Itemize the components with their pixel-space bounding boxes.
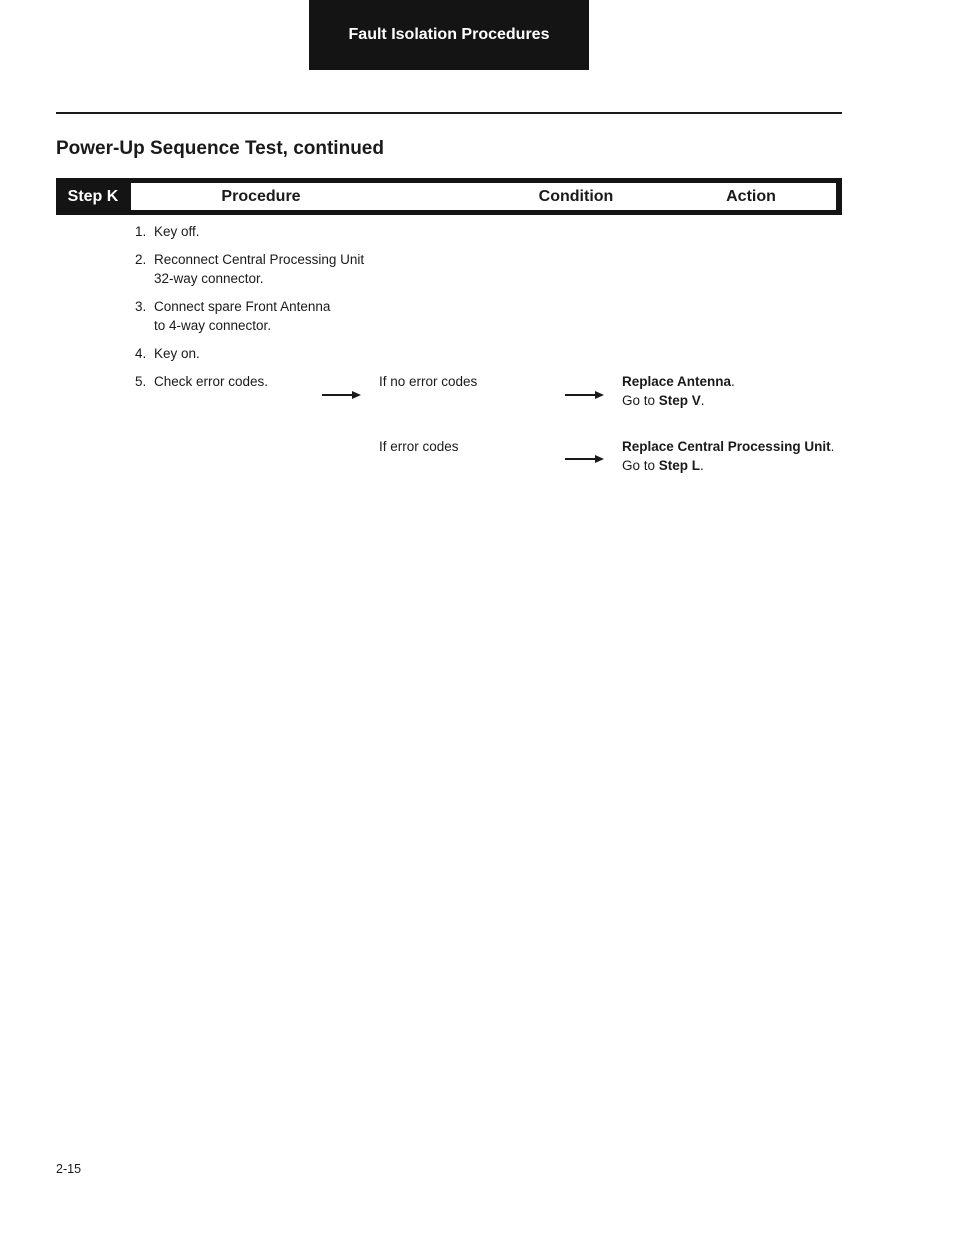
step-text [154, 297, 374, 335]
step-label: Step K [67, 187, 119, 205]
step-text-line: Key on. [154, 346, 200, 361]
goto-prefix: Go to [622, 458, 659, 473]
goto-step-link: Step L [658, 458, 701, 473]
right-arrow-icon [565, 389, 605, 401]
step-number: 1. [135, 224, 147, 239]
action-punct: . [731, 374, 735, 389]
column-header-action: Action [726, 188, 776, 205]
step-number: 5. [135, 374, 147, 389]
action-text [622, 372, 735, 410]
goto-punct: . [700, 393, 705, 408]
section-divider [56, 112, 842, 114]
condition-text: If error codes [379, 439, 459, 454]
right-arrow-icon [322, 389, 362, 401]
column-header-condition: Condition [538, 188, 614, 205]
action-replace: Replace Antenna [622, 374, 732, 389]
header-tab [309, 0, 589, 70]
action-punct: . [830, 439, 835, 454]
step-text-line: Reconnect Central Processing Unit [154, 252, 365, 267]
step-text [154, 344, 374, 363]
step-number: 4. [135, 346, 147, 361]
step-text-line: Key off. [154, 224, 200, 239]
step-number: 2. [135, 252, 147, 267]
step-text-line: Connect spare Front Antenna [154, 299, 331, 314]
goto-step-link: Step V [658, 393, 701, 408]
action-text [622, 437, 834, 475]
step-text-line: to 4-way connector. [154, 318, 272, 333]
goto-punct: . [700, 458, 704, 473]
condition-text: If no error codes [379, 374, 478, 389]
step-text [154, 250, 374, 288]
column-header-row [131, 183, 836, 210]
step-text-line: Check error codes. [154, 374, 269, 389]
table-header [56, 178, 842, 215]
right-arrow-icon [565, 453, 605, 465]
page-number: 2-15 [56, 1162, 82, 1176]
column-header-procedure: Procedure [221, 188, 301, 205]
action-replace: Replace Central Processing Unit [622, 439, 831, 454]
header-tab-label: Fault Isolation Procedures [348, 26, 550, 43]
goto-prefix: Go to [622, 393, 659, 408]
step-text [154, 222, 374, 241]
section-title: Power-Up Sequence Test, continued [56, 138, 384, 159]
step-text-line: 32-way connector. [154, 271, 264, 286]
step-number: 3. [135, 299, 147, 314]
